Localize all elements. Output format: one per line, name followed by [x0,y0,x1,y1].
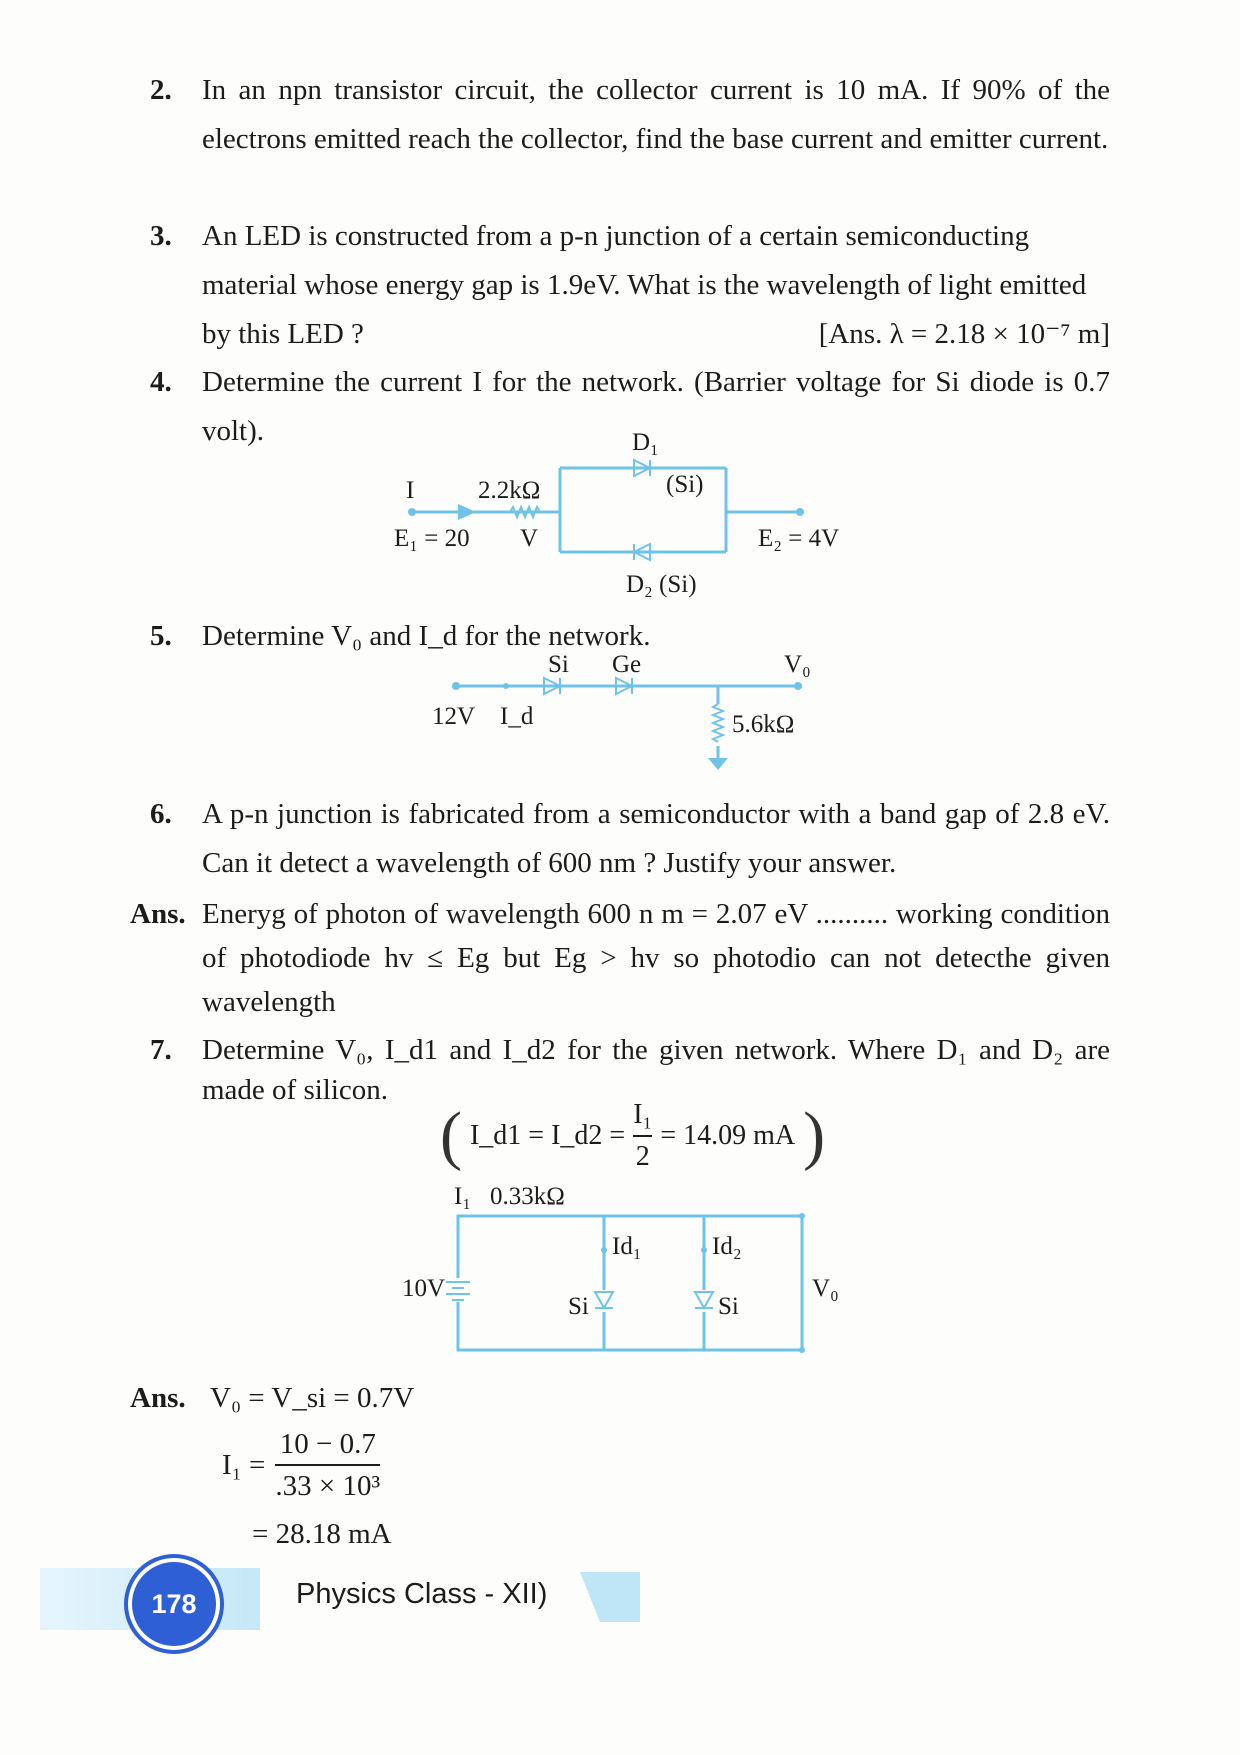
question-text: In an npn transistor circuit, the collector current is 10 mA. If 90% of the electrons emitted reach the collector, find the base current and emitter current. [202,74,1110,155]
answer-text: [Ans. λ = 2.18 × 10⁻⁷ m] [818,318,1110,350]
answer-line-3: = 28.18 mA [252,1518,392,1550]
label-d2: D₂ (Si) [626,571,697,598]
answer-i1-equation [222,1424,380,1506]
label-ge: Ge [612,651,642,678]
answer-text: Eneryg of photon of wavelength 600 n m = 2.07 eV .......... working condition of photodiode hv ≤ Eg but Eg > hv so photodio can not detecthe given wavelength [202,898,1110,1018]
question-2 [150,66,1110,216]
answer-denominator: .33 × 10³ [275,1464,380,1506]
diode-si-right-icon [694,1290,714,1312]
terminal-dot [799,1347,805,1353]
label-vo: V₀ [784,651,811,678]
question-text: Determine V₀, I_d1 and I_d2 for the given network. Where D₁ and D₂ are made of silicon. [202,1034,1110,1106]
label-id2: Id₂ [712,1233,742,1260]
formula-fraction [633,1095,652,1177]
terminal-dot [799,1213,805,1219]
paren-right-icon: ) [803,1099,826,1172]
question-text-line: by this LED ? [202,318,364,350]
terminal-dot [408,508,416,516]
footer-title: Physics Class - XII) [296,1578,548,1610]
question-3 [150,212,1110,362]
answer-fraction [275,1424,380,1506]
formula-denominator: 2 [633,1135,652,1177]
label-id1: Id₁ [612,1233,642,1260]
ground-icon [708,758,728,770]
label-current: I [406,477,415,504]
battery-icon [446,1278,470,1302]
label-12v: 12V [432,703,476,730]
label-d1-type: (Si) [666,471,704,498]
answer-7 [130,1376,630,1556]
question-number: 6. [150,798,172,830]
answer-i1-label: I₁ = [222,1448,266,1481]
circuit-diagram-q7 [392,1184,862,1364]
label-si-left: Si [568,1293,589,1320]
terminal-dot [503,683,509,689]
diode-si-left-icon [594,1290,614,1312]
label-e1: E₁ = 20 [394,525,470,552]
answer-numerator: 10 − 0.7 [279,1428,376,1460]
current-arrow-icon [601,1247,607,1253]
label-d1: D₁ [632,430,659,456]
current-arrow-icon [701,1247,707,1253]
formula-left: I_d1 = I_d2 = [469,1120,626,1151]
answer-label: Ans. [130,1382,186,1414]
question-number: 2. [150,74,172,106]
footer-tab-icon [580,1572,640,1622]
question-number: 4. [150,366,172,398]
label-i1: I₁ [454,1184,472,1210]
question-text-line: material whose energy gap is 1.9eV. What is the wavelength of light emitted [202,269,1087,301]
answer-6 [130,892,1110,1032]
terminal-dot [452,682,460,690]
current-arrow-icon [458,504,476,520]
resistor-icon [713,704,723,742]
question-number: 5. [150,620,172,652]
question-text: Determine V₀ and I_d for the network. [202,620,651,652]
circuit-diagram-q5 [420,648,840,778]
label-vo: V₀ [812,1275,839,1302]
terminal-dot [794,682,802,690]
label-si-right: Si [718,1293,739,1320]
formula-q7 [440,1088,825,1184]
label-10v: 10V [402,1275,446,1302]
formula-right: = 14.09 mA [660,1120,796,1151]
terminal-dot [796,508,804,516]
question-text: A p-n junction is fabricated from a semiconductor with a band gap of 2.8 eV. Can it detect a wavelength of 600 nm ? Justify your answer. [202,798,1110,879]
question-number: 7. [150,1034,172,1066]
formula-numerator: I₁ [633,1099,653,1130]
label-e2: E₂ = 4V [758,525,840,552]
answer-line-1: V₀ = V_si = 0.7V [210,1382,415,1414]
label-v: V [520,525,539,552]
page-number-badge: 178 [128,1558,220,1650]
question-number: 3. [150,220,172,252]
label-resistor: 5.6kΩ [732,711,795,738]
label-id: I_d [500,703,534,730]
question-6 [150,790,1110,890]
circuit-diagram-q4 [380,430,860,610]
answer-label: Ans. [130,898,186,930]
label-resistor: 2.2kΩ [478,477,541,504]
label-si: Si [548,651,569,678]
label-resistor: 0.33kΩ [490,1184,565,1210]
paren-left-icon: ( [440,1099,462,1172]
question-text-line: An LED is constructed from a p-n junction of a certain semiconducting [202,220,1030,252]
question-text: Determine the current I for the network. (Barrier voltage for Si diode is 0.7 volt). [202,366,1110,447]
